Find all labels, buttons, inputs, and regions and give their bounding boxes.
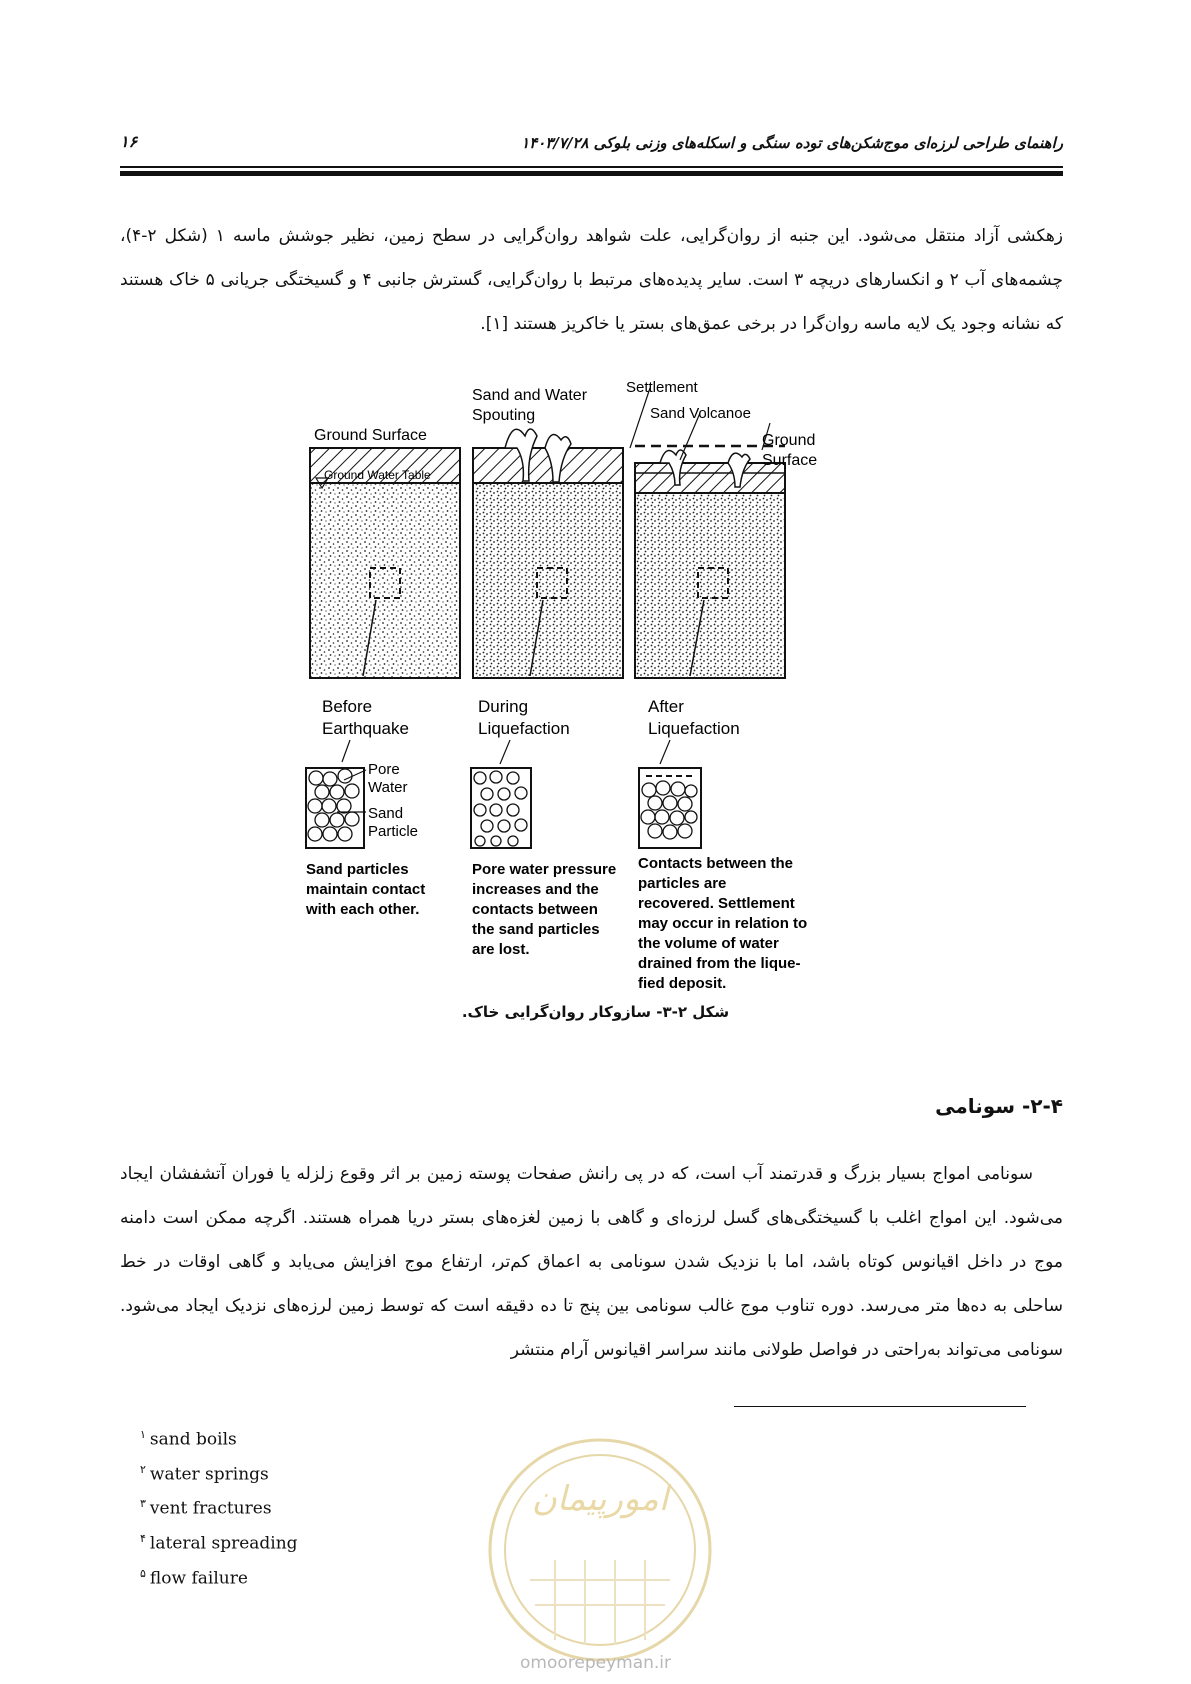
desc-after-line: drained from the lique- [638,955,801,972]
label-during-1: During [478,697,529,716]
desc-during-line: Pore water pressure [472,861,617,878]
desc-after-line: Contacts between the [638,855,794,872]
label-pore-2: Water [368,779,408,796]
footnote-text: flow failure [149,1568,248,1589]
footnote [140,1524,298,1559]
panel-before [310,448,460,678]
footnote [140,1559,298,1594]
footnote [140,1420,298,1455]
footnote [140,1455,298,1490]
footnote-rule [734,1406,1026,1407]
header-rule-thick [120,171,1063,176]
label-ground-water-table: Ground Water Table [324,468,431,482]
footnote-mark: ۴ [140,1531,146,1545]
desc-during-line: the sand particles [472,921,600,938]
header-rule-thin [120,166,1063,168]
desc-during-line: are lost. [472,941,530,958]
desc-before-line: maintain contact [306,881,426,898]
label-ground-right-2: Surface [762,452,818,469]
paragraph-2: سونامی امواج بسیار بزرگ و قدرتمند آب است، که در پی رانش صفحات پوسته زمین بر اثر وقوع زلزله یا فوران آتشفشان ایجاد می‌شود. این امواج اغلب با گسیختگی‌های گسل لرزه‌ای و گاهی با زمین لغزه‌های بستر دریا همراه هستند. اگرچه ممکن است دامنه موج در داخل اقیانوس کوتاه باشد، اما با نزدیک شدن سونامی به اعماق کم‌تر، ارتفاع موج افزایش می‌یابد و گاهی اوقات در خط ساحلی به ده‌ها متر می‌رسد. دوره تناوب موج غالب سونامی بین پنج تا ده دقیقه است که توسط زمین لرزه‌های نزدیک ایجاد می‌شود. سونامی می‌تواند به‌راحتی در فواصل طولانی مانند سراسر اقیانوس آرام منتشر [120,1164,1063,1360]
particles-during [471,768,531,848]
label-during-2: Liquefaction [478,719,570,738]
desc-after [638,855,811,992]
section-heading: ۲-۴- سونامی [935,1094,1063,1118]
label-pore-1: Pore [368,761,400,778]
desc-after-line: the volume of water [638,935,779,952]
desc-during-line: increases and the [472,881,599,898]
footnotes [140,1420,298,1593]
paragraph-1: زهکشی آزاد منتقل می‌شود. این جنبه از روان‌گرایی، علت شواهد روان‌گرایی در سطح زمین، نظیر جوشش ماسه ۱ (شکل ۲-۴)، چشمه‌های آب ۲ و انکسارهای دریچه ۳ است. سایر پدیده‌های مرتبط با روان‌گرایی، گسترش جانبی ۴ و گسیختگی جریانی ۵ خاک هستند که نشانه وجود یک لایه ماسه روان‌گرا در برخی عمق‌های بستر یا خاکریز هستند [۱]. [120,226,1064,334]
footnote-mark: ۳ [140,1497,146,1511]
label-before-1: Before [322,697,373,716]
watermark-logo [480,1430,720,1670]
figure-caption: شکل ۲-۳- سازوکار روان‌گرایی خاک. [461,1003,730,1021]
label-ground-right-1: Ground [762,432,816,449]
desc-during-line: contacts between [472,901,598,918]
footnote-mark: ۲ [140,1462,146,1476]
panel-during [473,429,623,678]
desc-during [472,861,620,958]
label-sand-1: Sand [368,805,404,822]
label-sand-water-2: Spouting [472,407,536,424]
liquefaction-figure [300,378,860,998]
label-sand-2: Particle [368,823,419,840]
desc-before-line: with each other. [306,901,420,918]
footnote-mark: ۱ [140,1428,146,1441]
header-title: راهنمای طراحی لرزه‌ای موج‌شکن‌های توده سنگی و اسکله‌های وزنی بلوکی ۱۴۰۳/۷/۲۸ [521,134,1063,152]
page-number: ۱۶ [120,132,138,151]
desc-after-line: particles are [638,875,727,892]
label-after-1: After [648,697,684,716]
label-sand-water-1: Sand and Water [472,387,588,404]
desc-after-line: fied deposit. [638,975,727,992]
desc-before [305,861,429,918]
footnote-mark: ۵ [140,1566,146,1580]
footnote [140,1489,298,1524]
desc-after-line: may occur in relation to [638,915,808,932]
watermark-logo-text: امورپیمان [531,1480,669,1518]
label-before-2: Earthquake [322,719,409,738]
particles-after [639,768,701,848]
footnote-text: sand boils [149,1429,237,1450]
footnote-text: lateral spreading [149,1533,298,1554]
footnote-text: vent fractures [149,1498,272,1519]
label-sand-volcanoe: Sand Volcanoe [650,405,751,422]
desc-after-line: recovered. Settlement [638,895,795,912]
desc-before-line: Sand particles [306,861,409,878]
label-ground-surface: Ground Surface [314,427,427,444]
footnote-text: water springs [149,1464,269,1485]
watermark-url: omoorepeyman.ir [519,1653,672,1673]
page-header [120,128,1063,160]
label-settlement: Settlement [626,379,698,396]
label-after-2: Liquefaction [648,719,740,738]
particles-before [306,768,364,848]
